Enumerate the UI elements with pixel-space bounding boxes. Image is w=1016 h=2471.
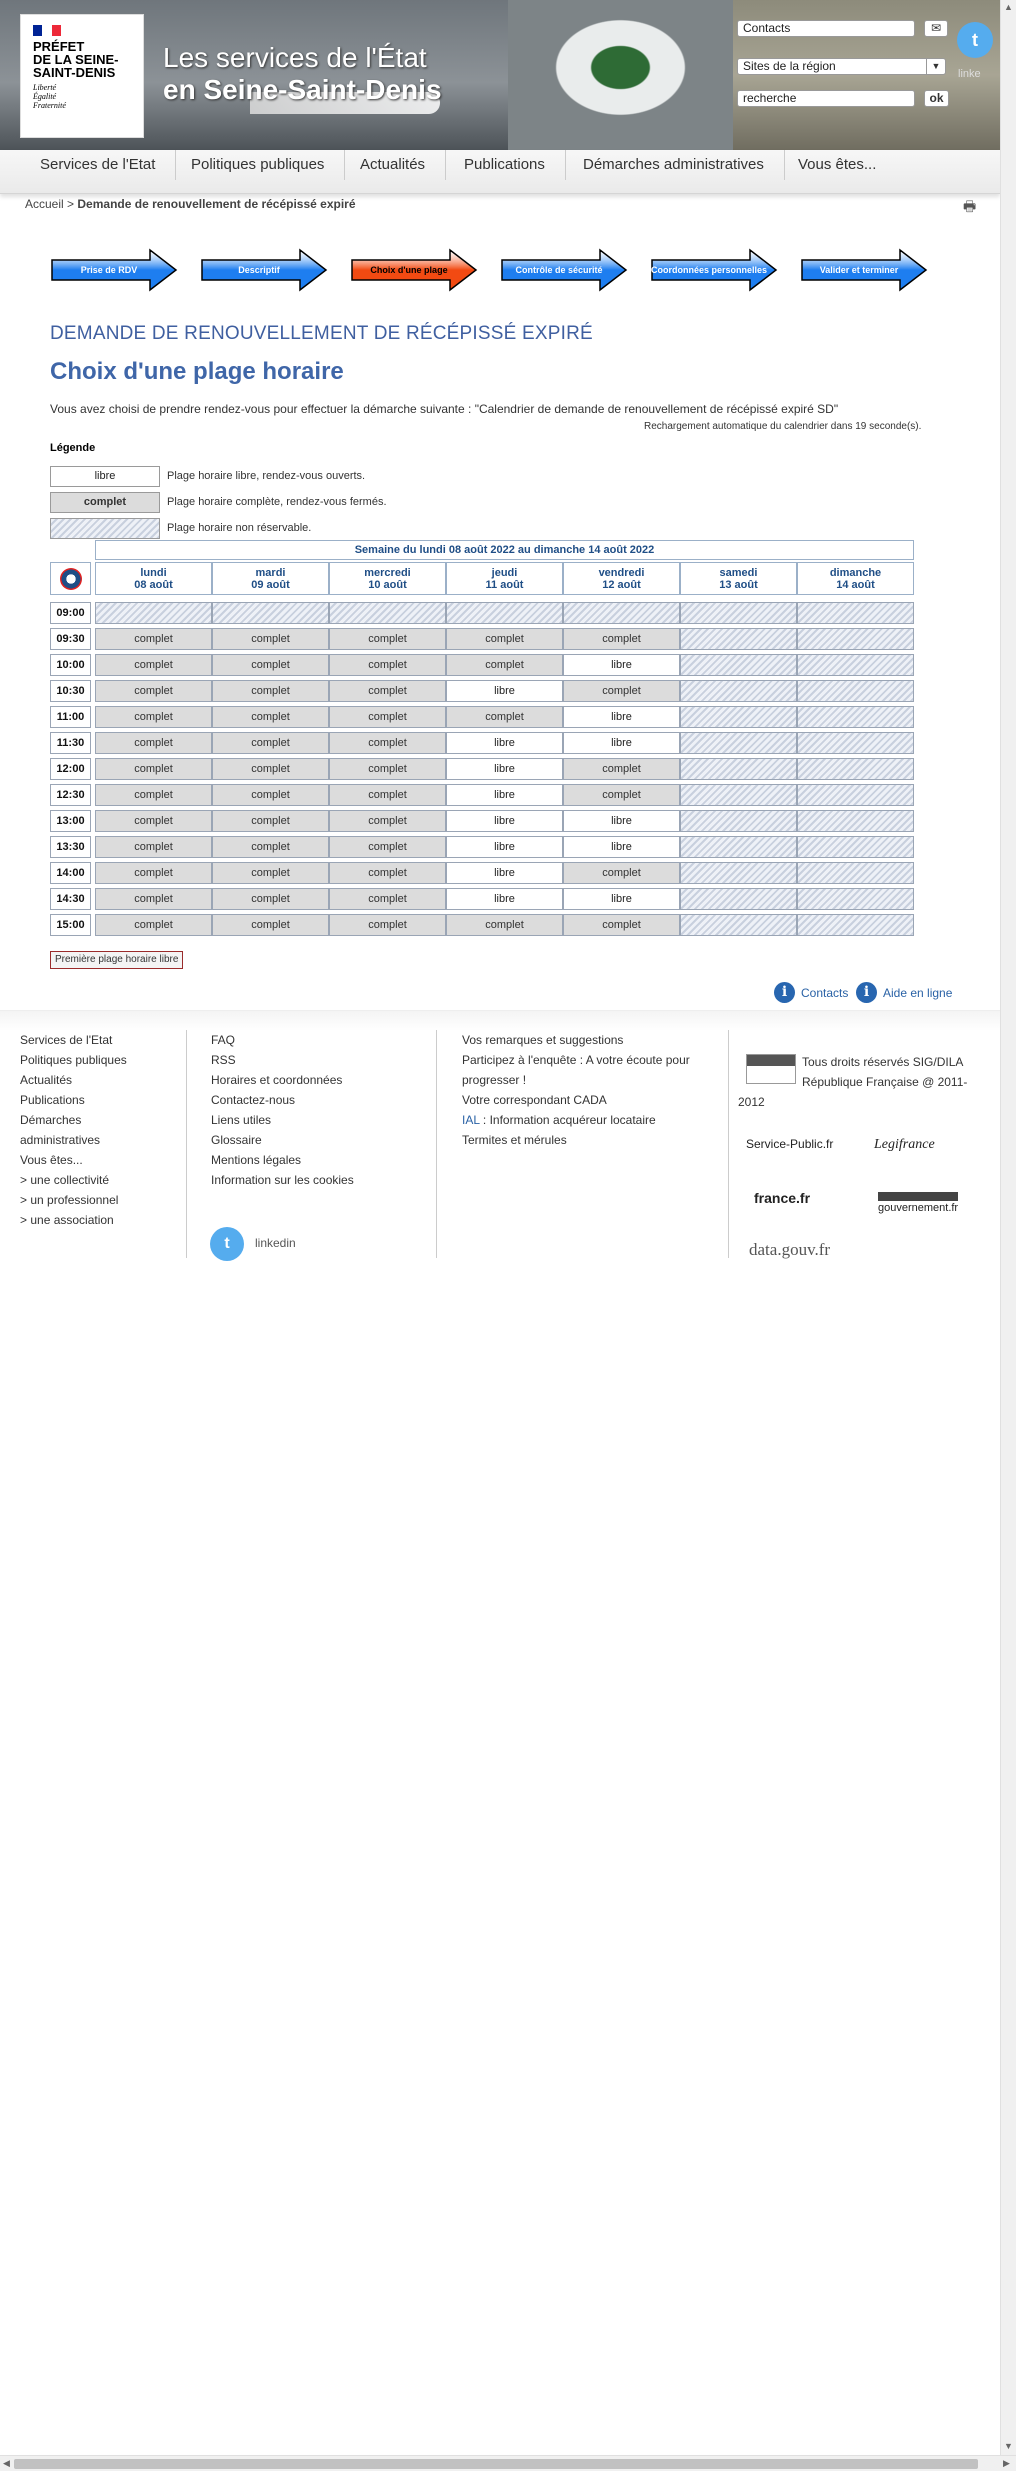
day-header: lundi 08 août xyxy=(95,562,212,595)
footer-link[interactable]: Participez à l'enquête : A votre écoute pour xyxy=(462,1053,690,1067)
slot-unavailable xyxy=(680,836,797,858)
slot-unavailable xyxy=(797,888,914,910)
slot-full: complet xyxy=(95,628,212,650)
time-label: 09:00 xyxy=(50,602,91,624)
footer-divider xyxy=(186,1030,187,1258)
legend-unavailable-text: Plage horaire non réservable. xyxy=(167,522,312,534)
footer-col-info xyxy=(211,1030,354,1190)
step-2 xyxy=(200,248,328,292)
slot-full: complet xyxy=(212,836,329,858)
slot-unavailable xyxy=(680,888,797,910)
step-label: Coordonnées personnelles xyxy=(650,265,768,275)
slot-free[interactable]: libre xyxy=(446,836,563,858)
slot-full: complet xyxy=(95,784,212,806)
slot-unavailable xyxy=(797,784,914,806)
slot-unavailable xyxy=(680,628,797,650)
slot-full: complet xyxy=(212,784,329,806)
footer-link[interactable]: Mentions légales xyxy=(211,1153,302,1167)
legend-free-text: Plage horaire libre, rendez-vous ouverts. xyxy=(167,470,366,482)
legend-full-text: Plage horaire complète, rendez-vous fermés. xyxy=(167,496,387,508)
time-label: 12:00 xyxy=(50,758,91,780)
footer-col-engagement xyxy=(462,1030,722,1150)
step-label: Descriptif xyxy=(238,265,280,275)
slot-full: complet xyxy=(212,888,329,910)
france-fr-logo[interactable]: france.fr xyxy=(754,1190,811,1206)
slot-full: complet xyxy=(95,810,212,832)
day-header: mercredi 10 août xyxy=(329,562,446,595)
slot-unavailable xyxy=(680,784,797,806)
footer-link[interactable]: Liens utiles xyxy=(211,1113,272,1127)
marianne-flag-icon xyxy=(33,25,61,36)
slot-full: complet xyxy=(329,784,446,806)
breadcrumb-separator: > xyxy=(67,197,75,211)
slot-full: complet xyxy=(563,914,680,936)
slot-full: complet xyxy=(95,836,212,858)
slot-full: complet xyxy=(563,862,680,884)
slot-unavailable xyxy=(563,602,680,624)
step-4 xyxy=(500,248,628,292)
slot-full: complet xyxy=(212,862,329,884)
nav-demarches[interactable]: Démarches administratives xyxy=(563,150,785,180)
slot-free[interactable]: libre xyxy=(446,758,563,780)
slot-unavailable xyxy=(797,862,914,884)
footer-link[interactable]: Vous êtes... xyxy=(20,1153,83,1167)
gouvernement-logo[interactable]: gouvernement.fr xyxy=(878,1192,958,1214)
time-label: 13:00 xyxy=(50,810,91,832)
slot-full: complet xyxy=(212,810,329,832)
time-label: 15:00 xyxy=(50,914,91,936)
section-title: DEMANDE DE RENOUVELLEMENT DE RÉCÉPISSÉ EXPIRÉ xyxy=(50,323,593,344)
breadcrumb-current: Demande de renouvellement de récépissé expiré xyxy=(77,197,356,211)
slot-free[interactable]: libre xyxy=(446,862,563,884)
service-public-logo[interactable]: Service-Public.fr xyxy=(746,1137,834,1151)
time-label: 09:30 xyxy=(50,628,91,650)
footer-link[interactable]: Glossaire xyxy=(211,1133,262,1147)
footer-link[interactable]: progresser ! xyxy=(462,1073,527,1087)
slot-free[interactable]: libre xyxy=(563,836,680,858)
slot-full: complet xyxy=(446,706,563,728)
day-header: dimanche 14 août xyxy=(797,562,914,595)
breadcrumb-home[interactable]: Accueil xyxy=(25,197,64,211)
footer-link[interactable]: RSS xyxy=(211,1053,236,1067)
slot-free[interactable]: libre xyxy=(446,888,563,910)
slot-full: complet xyxy=(329,680,446,702)
slot-full: complet xyxy=(95,888,212,910)
slot-unavailable xyxy=(797,706,914,728)
step-3 xyxy=(350,248,478,292)
slot-full: complet xyxy=(95,654,212,676)
legend-free-swatch: libre xyxy=(50,466,160,487)
slot-unavailable xyxy=(797,810,914,832)
slot-full: complet xyxy=(446,628,563,650)
footer-link[interactable]: > une association xyxy=(20,1213,114,1227)
footer-link[interactable]: FAQ xyxy=(211,1033,236,1047)
slot-full: complet xyxy=(329,732,446,754)
slot-full: complet xyxy=(329,914,446,936)
slot-unavailable xyxy=(680,602,797,624)
logo-motto: Liberté Égalité Fraternité xyxy=(33,83,66,110)
site-title[interactable]: Les services de l'État en Seine-Saint-Denis xyxy=(163,42,442,105)
vertical-scrollbar[interactable] xyxy=(1000,0,1016,2455)
slot-unavailable xyxy=(797,732,914,754)
slot-free[interactable]: libre xyxy=(446,784,563,806)
footer-link[interactable]: Termites et mérules xyxy=(462,1133,567,1147)
footer-link[interactable]: Contactez-nous xyxy=(211,1093,296,1107)
week-title: Semaine du lundi 08 août 2022 au dimanche 14 août 2022 xyxy=(95,540,914,560)
slot-free[interactable]: libre xyxy=(563,654,680,676)
legifrance-logo[interactable]: Legifrance xyxy=(874,1137,935,1152)
time-label: 10:30 xyxy=(50,680,91,702)
time-label: 11:00 xyxy=(50,706,91,728)
step-label: Valider et terminer xyxy=(819,265,899,275)
slot-full: complet xyxy=(329,810,446,832)
slot-full: complet xyxy=(329,888,446,910)
legend-title: Légende xyxy=(50,442,96,454)
slot-free[interactable]: libre xyxy=(563,706,680,728)
slot-full: complet xyxy=(329,836,446,858)
footer-link[interactable]: Vos remarques et suggestions xyxy=(462,1033,624,1047)
step-label: Contrôle de sécurité xyxy=(515,265,603,275)
slot-full: complet xyxy=(212,758,329,780)
footer-link[interactable]: Démarches xyxy=(20,1113,82,1127)
time-label: 11:30 xyxy=(50,732,91,754)
footer-link[interactable]: Information sur les cookies xyxy=(211,1173,354,1187)
slot-unavailable xyxy=(680,758,797,780)
breadcrumb xyxy=(25,197,356,211)
contacts-field[interactable]: Contacts xyxy=(737,20,915,37)
slot-full: complet xyxy=(212,654,329,676)
slot-full: complet xyxy=(212,914,329,936)
slot-free[interactable]: libre xyxy=(563,810,680,832)
intro-text: Vous avez choisi de prendre rendez-vous pour effectuer la démarche suivante : "Calendrier de demande de renouvellement de récépissé expiré SD" xyxy=(50,402,839,416)
slot-unavailable xyxy=(680,680,797,702)
slot-full: complet xyxy=(563,680,680,702)
footer-divider xyxy=(436,1030,437,1258)
slot-unavailable xyxy=(329,602,446,624)
footer-link[interactable]: administratives xyxy=(20,1133,101,1147)
slot-unavailable xyxy=(212,602,329,624)
slot-free[interactable]: libre xyxy=(446,680,563,702)
footer-link[interactable]: Votre correspondant CADA xyxy=(462,1093,607,1107)
reload-countdown: 19 xyxy=(855,421,867,432)
scrollbar-thumb[interactable] xyxy=(14,2459,978,2469)
slot-unavailable xyxy=(797,914,914,936)
step-5 xyxy=(650,248,778,292)
footer-link[interactable]: > un professionnel xyxy=(20,1193,119,1207)
slot-free[interactable]: libre xyxy=(446,732,563,754)
slot-full: complet xyxy=(212,706,329,728)
step-6 xyxy=(800,248,928,292)
header-banner xyxy=(0,0,1000,150)
reload-notice: Rechargement automatique du calendrier dans 19 seconde(s). xyxy=(644,421,922,432)
nav-actualites[interactable]: Actualités xyxy=(340,150,446,180)
first-free-slot-button[interactable]: Première plage horaire libre xyxy=(50,951,183,969)
step-label: Prise de RDV xyxy=(80,265,138,275)
scroll-right-icon[interactable]: ▶ xyxy=(1003,2458,1010,2468)
nav-services-etat[interactable]: Services de l'Etat xyxy=(20,150,176,180)
footer-link[interactable]: Publications xyxy=(20,1093,85,1107)
step-1 xyxy=(50,248,178,292)
banner-photo-stadium xyxy=(508,0,733,150)
slot-unavailable xyxy=(797,654,914,676)
footer-divider xyxy=(728,1030,729,1258)
slot-unavailable xyxy=(680,654,797,676)
slot-full: complet xyxy=(446,914,563,936)
slot-full: complet xyxy=(95,680,212,702)
slot-full: complet xyxy=(212,732,329,754)
nav-politiques-publiques[interactable]: Politiques publiques xyxy=(171,150,345,180)
slot-full: complet xyxy=(95,862,212,884)
slot-unavailable xyxy=(680,810,797,832)
day-header: mardi 09 août xyxy=(212,562,329,595)
slot-full: complet xyxy=(95,758,212,780)
slot-full: complet xyxy=(212,628,329,650)
scroll-up-icon[interactable]: ▲ xyxy=(1004,2,1013,12)
slot-unavailable xyxy=(797,758,914,780)
slot-full: complet xyxy=(563,784,680,806)
slot-full: complet xyxy=(329,628,446,650)
main-nav xyxy=(0,150,1000,194)
footer-link[interactable]: Horaires et coordonnées xyxy=(211,1073,343,1087)
slot-full: complet xyxy=(329,862,446,884)
slot-free[interactable]: libre xyxy=(446,810,563,832)
slot-full: complet xyxy=(563,628,680,650)
slot-unavailable xyxy=(797,836,914,858)
footer-link[interactable]: Actualités xyxy=(20,1073,73,1087)
print-icon[interactable]: 🖶 xyxy=(963,198,977,214)
linkedin-image-broken[interactable]: linke xyxy=(958,68,981,80)
time-label: 14:30 xyxy=(50,888,91,910)
slot-full: complet xyxy=(329,758,446,780)
slot-unavailable xyxy=(797,680,914,702)
time-label: 12:30 xyxy=(50,784,91,806)
slot-full: complet xyxy=(95,914,212,936)
slot-free[interactable]: libre xyxy=(563,888,680,910)
slot-full: complet xyxy=(212,680,329,702)
slot-full: complet xyxy=(329,654,446,676)
linkedin-image-broken[interactable]: linkedin xyxy=(255,1236,296,1250)
slot-unavailable xyxy=(95,602,212,624)
online-help-link[interactable]: i Aide en ligne xyxy=(856,982,952,1003)
footer-link[interactable]: Services de l'Etat xyxy=(20,1033,113,1047)
slot-unavailable xyxy=(680,914,797,936)
slot-unavailable xyxy=(797,602,914,624)
time-label: 14:00 xyxy=(50,862,91,884)
nav-vous-etes[interactable]: Vous êtes... xyxy=(798,156,877,173)
logo-title: PRÉFET DE LA SEINE- SAINT-DENIS xyxy=(33,39,119,80)
scroll-left-icon[interactable]: ◀ xyxy=(3,2458,10,2468)
search-ok-button[interactable]: ok xyxy=(924,90,949,107)
horizontal-scrollbar[interactable] xyxy=(0,2455,1016,2471)
step-label: Choix d'une plage xyxy=(370,265,448,275)
slot-free[interactable]: libre xyxy=(563,732,680,754)
chevron-down-icon[interactable]: ▼ xyxy=(926,58,946,75)
slot-full: complet xyxy=(446,654,563,676)
footer-rights: Tous droits réservés SIG/DILA République Française @ 2011- 2012 xyxy=(738,1055,968,1109)
slot-unavailable xyxy=(446,602,563,624)
slot-full: complet xyxy=(95,706,212,728)
slot-full: complet xyxy=(563,758,680,780)
slot-full: complet xyxy=(95,732,212,754)
footer-link-ial[interactable]: IAL : Information acquéreur locataire xyxy=(462,1113,656,1127)
info-icon: i xyxy=(774,982,795,1003)
contacts-help-link[interactable]: i Contacts xyxy=(774,982,848,1003)
day-header: vendredi 12 août xyxy=(563,562,680,595)
rdv-logo-icon xyxy=(50,562,91,595)
slot-unavailable xyxy=(680,732,797,754)
slot-unavailable xyxy=(680,862,797,884)
day-header: samedi 13 août xyxy=(680,562,797,595)
time-label: 13:30 xyxy=(50,836,91,858)
nav-publications[interactable]: Publications xyxy=(444,150,566,180)
footer-link[interactable]: Politiques publiques xyxy=(20,1053,127,1067)
footer-col-sections xyxy=(20,1030,127,1230)
slot-unavailable xyxy=(680,706,797,728)
slot-full: complet xyxy=(329,706,446,728)
legend-full-swatch: complet xyxy=(50,492,160,513)
legend-unavailable-swatch xyxy=(50,518,160,539)
mail-icon[interactable]: ✉ xyxy=(924,20,948,37)
footer-link[interactable]: > une collectivité xyxy=(20,1173,110,1187)
twitter-icon[interactable]: t xyxy=(210,1227,244,1261)
scroll-down-icon[interactable]: ▼ xyxy=(1004,2441,1013,2451)
twitter-icon[interactable]: t xyxy=(957,22,993,58)
page-title: Choix d'une plage horaire xyxy=(50,358,344,385)
time-label: 10:00 xyxy=(50,654,91,676)
data-gouv-logo[interactable]: data.gouv.fr xyxy=(749,1240,831,1259)
day-header: jeudi 11 août xyxy=(446,562,563,595)
info-icon: i xyxy=(856,982,877,1003)
prefet-logo[interactable] xyxy=(20,14,144,138)
slot-unavailable xyxy=(797,628,914,650)
search-input[interactable]: recherche xyxy=(737,90,915,107)
sites-region-select[interactable]: Sites de la région xyxy=(737,58,927,75)
